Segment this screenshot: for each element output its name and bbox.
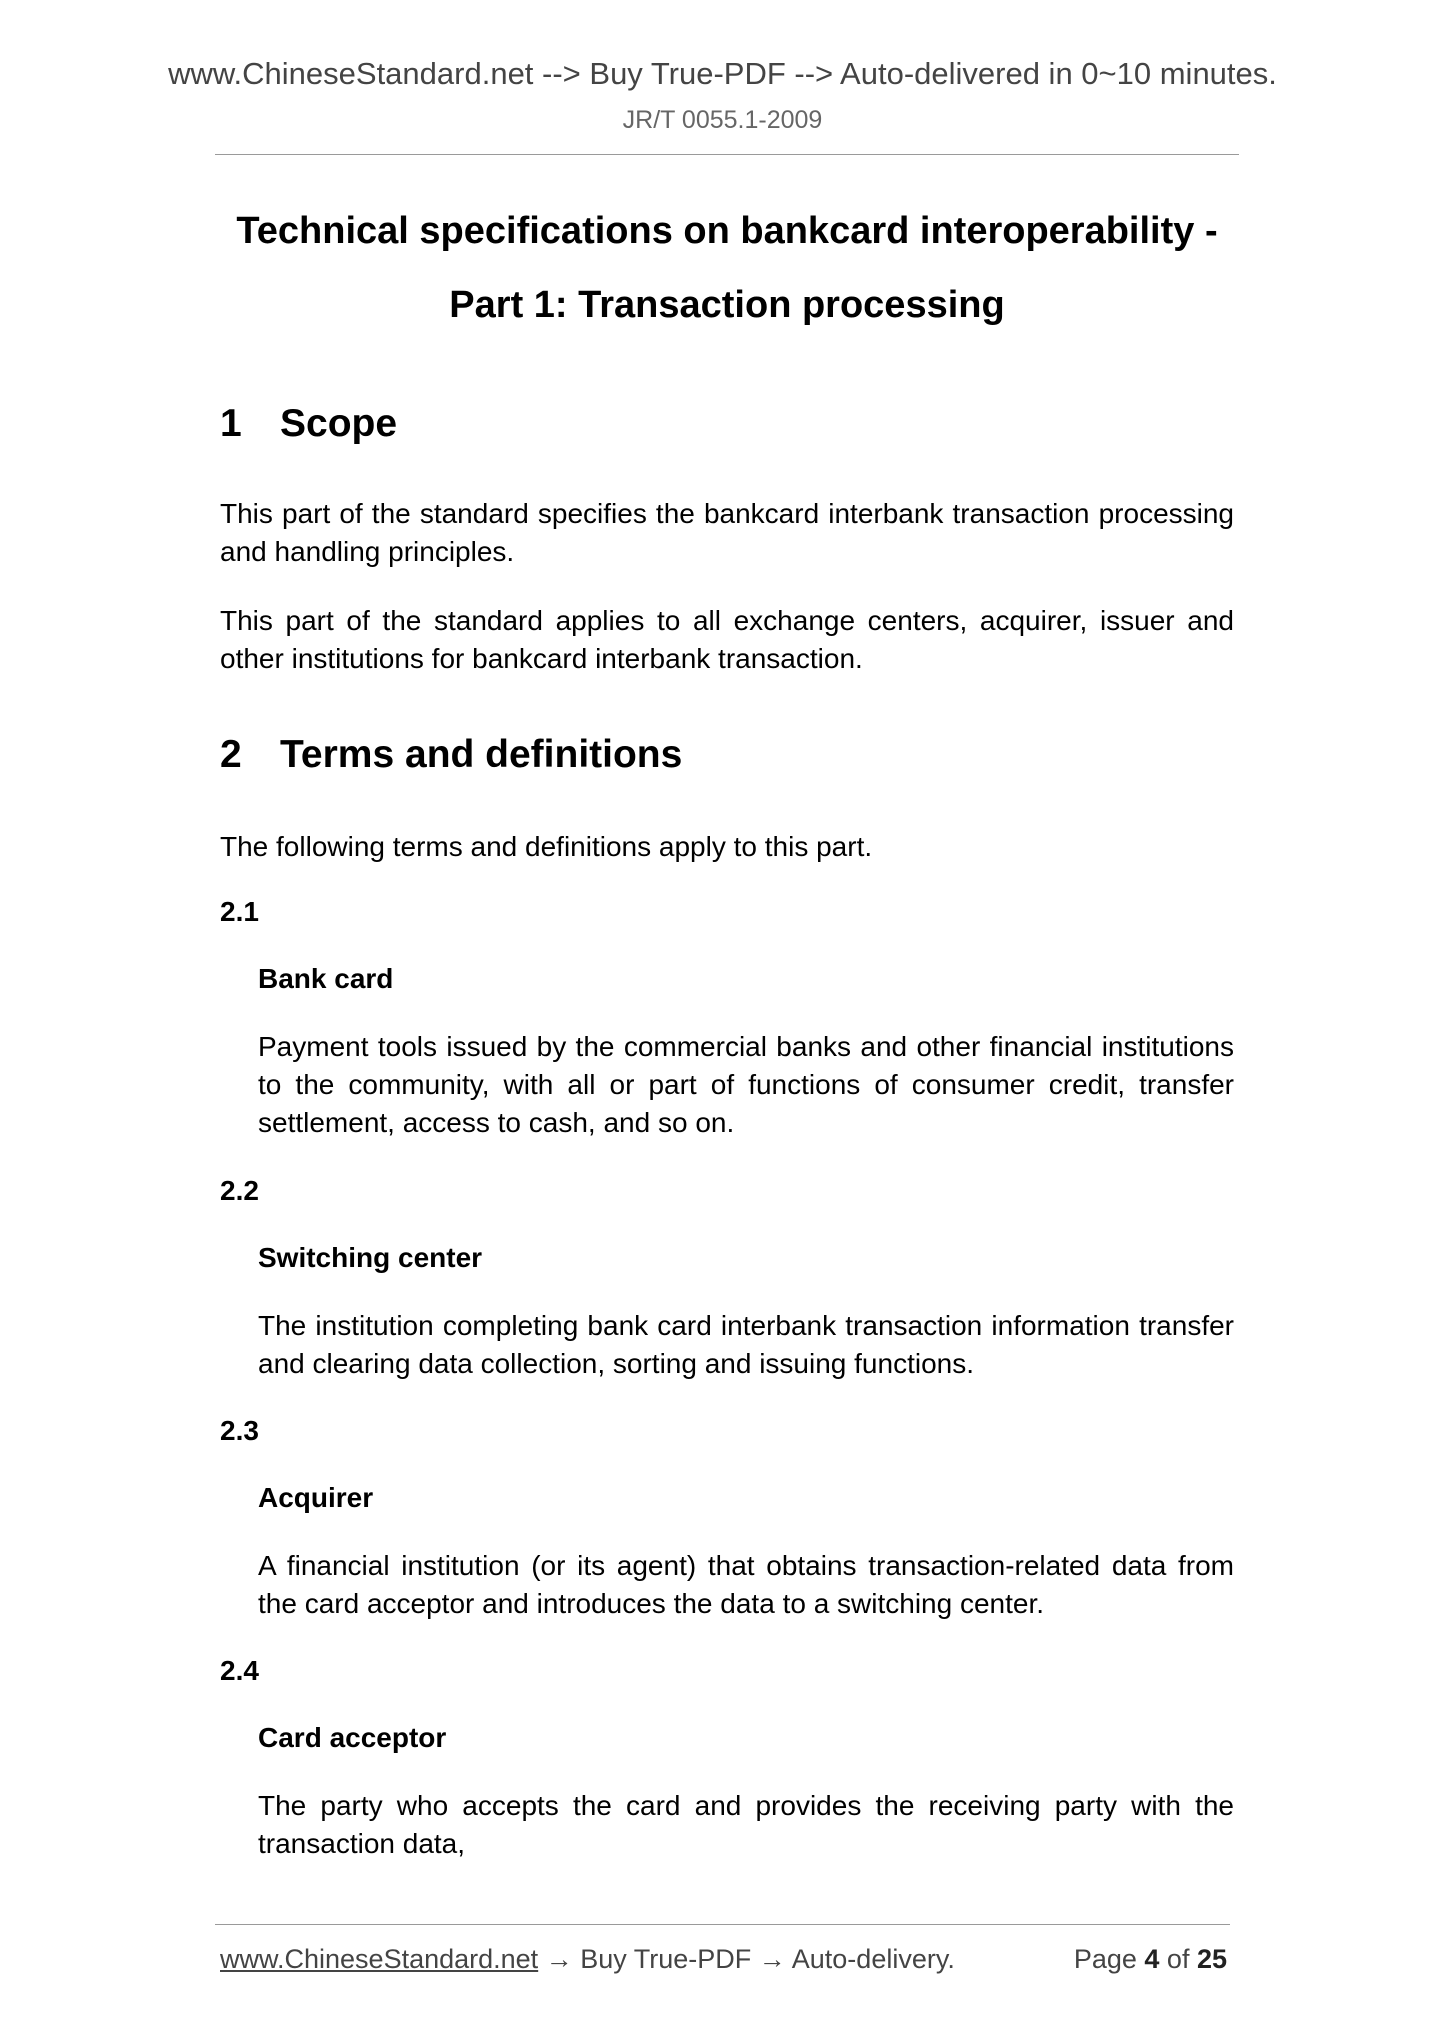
footer-arrow-icon: → bbox=[751, 1944, 792, 1974]
term-number: 2.2 bbox=[220, 1175, 259, 1206]
page-number bbox=[1074, 1944, 1227, 1975]
footer-delivery-text: Auto-delivery. bbox=[791, 1944, 955, 1974]
section-number: 1 bbox=[220, 402, 242, 445]
term-number: 2.4 bbox=[220, 1655, 259, 1686]
header-divider bbox=[215, 154, 1239, 155]
term-number: 2.1 bbox=[220, 896, 259, 927]
term-name-bank-card: Bank card bbox=[258, 963, 394, 994]
page-label: Page bbox=[1073, 1944, 1145, 1974]
document-title-line1: Technical specifications on bankcard interoperability - bbox=[236, 210, 1218, 252]
footer-site-link[interactable]: www.ChineseStandard.net bbox=[220, 1944, 539, 1974]
scope-paragraph-1: This part of the standard specifies the bankcard interbank transaction processing and handling principles. bbox=[220, 498, 1234, 567]
term-name-switching-center: Switching center bbox=[258, 1242, 483, 1273]
terms-intro: The following terms and definitions apply to this part. bbox=[220, 831, 873, 862]
footer-promo bbox=[220, 1944, 955, 1975]
page-total: 25 bbox=[1196, 1944, 1227, 1974]
term-definition-card-acceptor: The party who accepts the card and provides the receiving party with the transaction data, bbox=[258, 1790, 1234, 1859]
term-name-acquirer: Acquirer bbox=[258, 1482, 374, 1513]
footer-arrow-icon: → bbox=[538, 1944, 581, 1974]
term-name-card-acceptor: Card acceptor bbox=[258, 1722, 447, 1753]
term-definition-bank-card: Payment tools issued by the commercial banks and other financial institutions to the community, with all or part of functions of consumer credit, transfer settlement, access to cash, and so on. bbox=[258, 1031, 1234, 1138]
term-definition-switching-center: The institution completing bank card interbank transaction information transfer and clearing data collection, sorting and issuing functions. bbox=[258, 1310, 1234, 1379]
section-heading-scope bbox=[220, 402, 397, 446]
term-definition-acquirer: A financial institution (or its agent) that obtains transaction-related data from the card acceptor and introduces the data to a switching center. bbox=[258, 1550, 1234, 1619]
scope-paragraph-2: This part of the standard applies to all exchange centers, acquirer, issuer and other institutions for bankcard interbank transaction. bbox=[220, 605, 1234, 674]
document-title-line2: Part 1: Transaction processing bbox=[449, 284, 1005, 326]
section-heading-terms bbox=[220, 733, 682, 777]
page-current: 4 bbox=[1144, 1944, 1160, 1974]
header-standard-number: JR/T 0055.1-2009 bbox=[622, 106, 823, 134]
page-of: of bbox=[1159, 1944, 1197, 1974]
term-number: 2.3 bbox=[220, 1415, 259, 1446]
footer-divider bbox=[215, 1924, 1230, 1925]
header-promo-text: www.ChineseStandard.net --> Buy True-PDF --> Auto-delivered in 0~10 minutes. bbox=[168, 56, 1277, 91]
section-number: 2 bbox=[220, 733, 242, 776]
section-title: Terms and definitions bbox=[280, 733, 683, 776]
footer-buy-text: Buy True-PDF bbox=[580, 1944, 752, 1974]
section-title: Scope bbox=[280, 402, 398, 445]
